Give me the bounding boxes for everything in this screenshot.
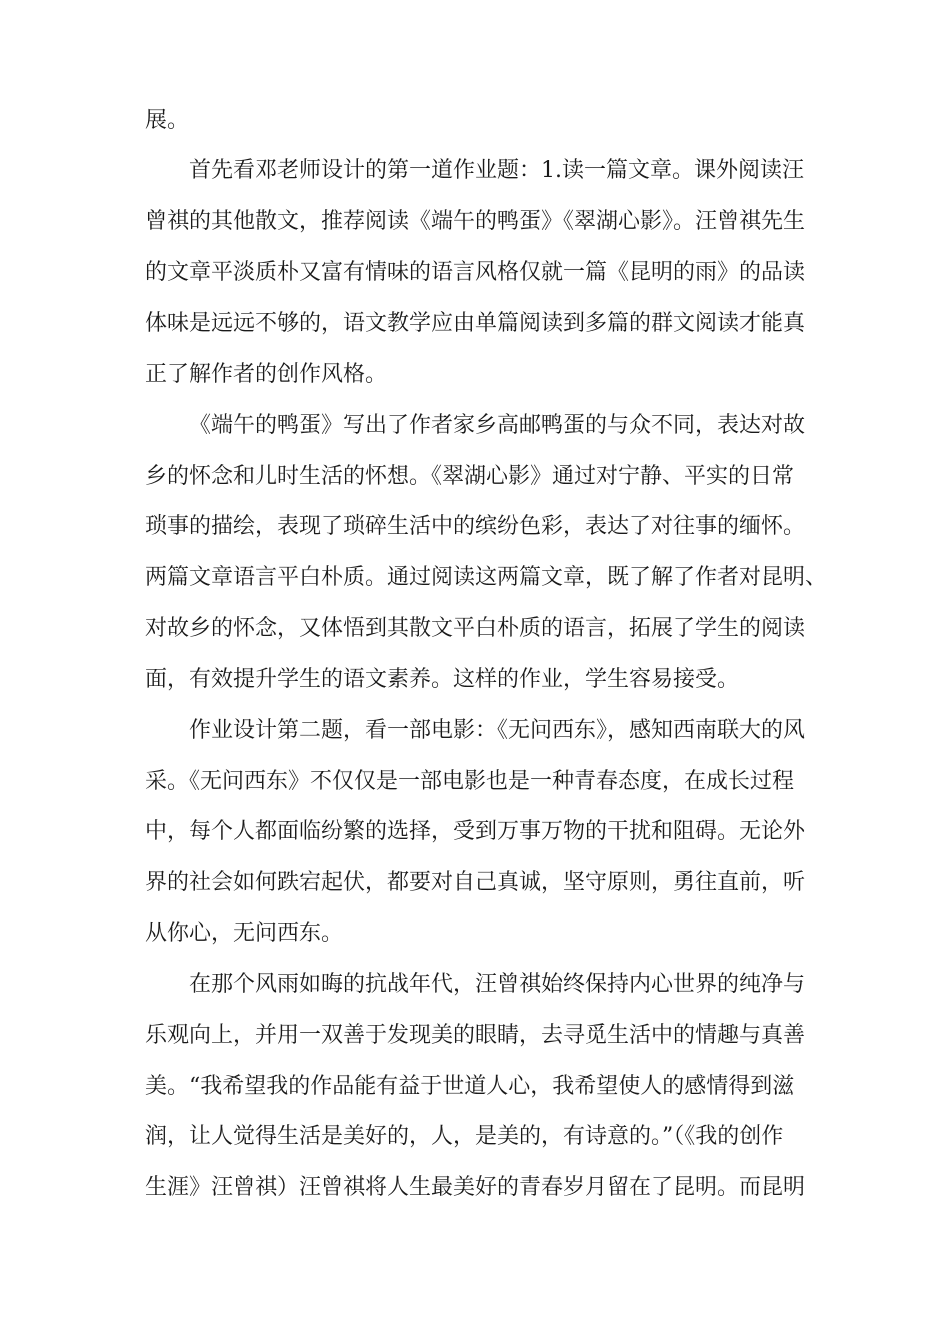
- text-line: 乡的怀念和儿时生活的怀想。《翠湖心影》通过对宁静、平实的日常: [145, 464, 795, 489]
- text-line: 界的社会如何跌宕起伏，都要对自己真诚，坚守原则，勇往直前，听: [145, 870, 806, 895]
- text-line: 美。“我希望我的作品能有益于世道人心，我希望使人的感情得到滋: [145, 1074, 795, 1099]
- text-line: 展。: [145, 108, 190, 133]
- text-line: 采。《无问西东》不仅仅是一部电影也是一种青春态度，在成长过程: [145, 769, 795, 794]
- text-line: 生涯》汪曾祺）汪曾祺将人生最美好的青春岁月留在了昆明。而昆明: [145, 1175, 806, 1200]
- text-line: 乐观向上，并用一双善于发现美的眼睛，去寻觅生活中的情趣与真善: [145, 1023, 806, 1048]
- text-line: 体味是远远不够的，语文教学应由单篇阅读到多篇的群文阅读才能真: [145, 311, 806, 336]
- text-line: 面，有效提升学生的语文素养。这样的作业，学生容易接受。: [145, 667, 740, 692]
- text-line: 从你心，无问西东。: [145, 921, 344, 946]
- text-line: 的文章平淡质朴又富有情味的语言风格仅就一篇《昆明的雨》的品读: [145, 260, 806, 285]
- text-line: 中，每个人都面临纷繁的选择，受到万事万物的干扰和阻碍。无论外: [145, 819, 806, 844]
- text-line: 在那个风雨如晦的抗战年代，汪曾祺始终保持内心世界的纯净与: [189, 972, 806, 997]
- text-line: 作业设计第二题，看一部电影：《无问西东》，感知西南联大的风: [189, 718, 806, 743]
- text-line: 正了解作者的创作风格。: [145, 362, 388, 387]
- text-line: 曾祺的其他散文，推荐阅读《端午的鸭蛋》《翠湖心影》。汪曾祺先生: [145, 209, 806, 234]
- text-line: 《端午的鸭蛋》写出了作者家乡高邮鸭蛋的与众不同，表达对故: [189, 413, 806, 438]
- text-line: 对故乡的怀念，又体悟到其散文平白朴质的语言，拓展了学生的阅读: [145, 616, 806, 641]
- text-line: 两篇文章语言平白朴质。通过阅读这两篇文章，既了解了作者对昆明、: [145, 565, 828, 590]
- text-line: 首先看邓老师设计的第一道作业题：1.读一篇文章。课外阅读汪: [189, 158, 804, 183]
- text-line: 琐事的描绘，表现了琐碎生活中的缤纷色彩，表达了对往事的缅怀。: [145, 514, 806, 539]
- text-line: 润，让人觉得生活是美好的，人，是美的，有诗意的。”（《我的创作: [145, 1124, 784, 1149]
